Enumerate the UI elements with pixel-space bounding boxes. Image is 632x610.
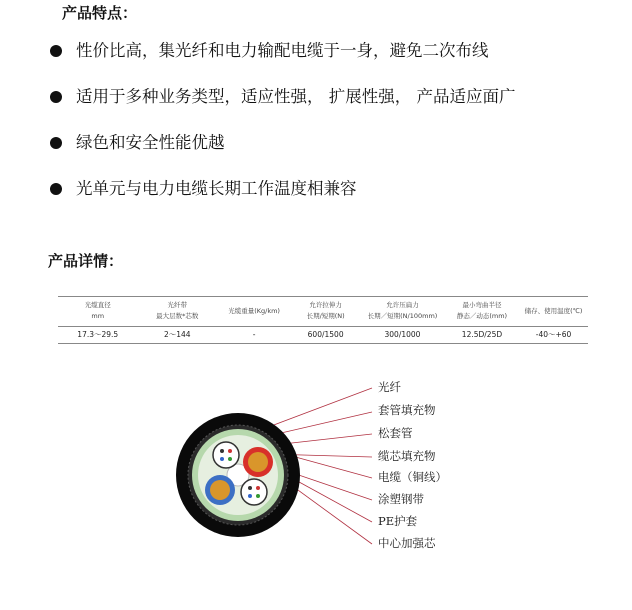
label-core-filler: 缆芯填充物 bbox=[378, 449, 436, 463]
label-power-cable: 电缆（铜线） bbox=[378, 470, 447, 484]
feature-item bbox=[50, 130, 516, 176]
spec-cell: -40～+60 bbox=[519, 327, 588, 344]
loose-tube bbox=[241, 479, 267, 505]
spec-header-fiber-ribbon: 光纤带 最大层数*芯数 bbox=[138, 297, 218, 327]
bullet-icon bbox=[50, 91, 62, 103]
bullet-icon bbox=[50, 45, 62, 57]
spec-table bbox=[58, 296, 588, 344]
bullet-icon bbox=[50, 183, 62, 195]
feature-item bbox=[50, 176, 516, 222]
spec-header-row bbox=[58, 297, 588, 327]
feature-item bbox=[50, 84, 516, 130]
spec-header-tensile: 允许拉伸力 长期/短期(N) bbox=[291, 297, 360, 327]
spec-cell: 17.3～29.5 bbox=[58, 327, 138, 344]
label-optical-fiber: 光纤 bbox=[378, 380, 401, 394]
label-pe-sheath: PE护套 bbox=[378, 514, 418, 528]
copper-core bbox=[248, 452, 268, 472]
spec-cell: 300/1000 bbox=[360, 327, 445, 344]
copper-core bbox=[210, 480, 230, 500]
feature-item bbox=[50, 38, 516, 84]
spec-header-bend-radius: 最小弯曲半径 静态／动态(mm) bbox=[445, 297, 519, 327]
spec-header-weight: 光缆重量(Kg/km) bbox=[217, 297, 291, 327]
features-heading: 产品特点： bbox=[62, 4, 138, 22]
spec-header-temperature: 储存、使用温度(℃) bbox=[519, 297, 588, 327]
label-tube-filler: 套管填充物 bbox=[378, 403, 436, 417]
spec-cell: 600/1500 bbox=[291, 327, 360, 344]
label-loose-tube: 松套管 bbox=[378, 426, 413, 440]
label-central-strength-member: 中心加强芯 bbox=[378, 536, 436, 550]
spec-header-diameter: 光缆直径 mm bbox=[58, 297, 138, 327]
spec-cell: - bbox=[217, 327, 291, 344]
feature-text: 性价比高，集光纤和电力输配电缆于一身，避免二次布线 bbox=[76, 41, 489, 60]
details-heading: 产品详情： bbox=[48, 252, 124, 270]
bullet-icon bbox=[50, 137, 62, 149]
feature-text: 适用于多种业务类型，适应性强， 扩展性强， 产品适应面广 bbox=[76, 87, 516, 106]
spec-row bbox=[58, 327, 588, 344]
feature-text: 光单元与电力电缆长期工作温度相兼容 bbox=[76, 179, 357, 198]
spec-cell: 12.5D/25D bbox=[445, 327, 519, 344]
spec-header-crush: 允许压扁力 长期／短期(N/100mm) bbox=[360, 297, 445, 327]
label-steel-tape: 涂塑钢带 bbox=[378, 492, 424, 506]
feature-list bbox=[50, 38, 516, 222]
loose-tube bbox=[213, 442, 239, 468]
feature-text: 绿色和安全性能优越 bbox=[76, 133, 225, 152]
spec-cell: 2～144 bbox=[138, 327, 218, 344]
cable-cross-section-diagram bbox=[150, 362, 480, 602]
